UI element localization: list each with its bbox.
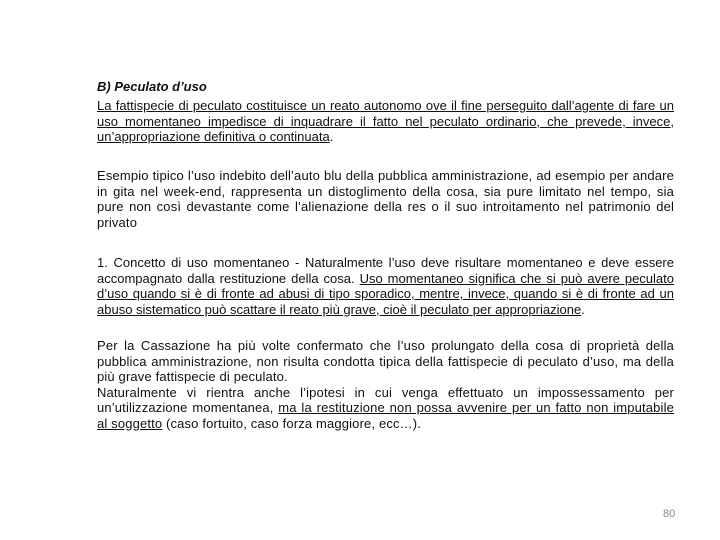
cassazione-paragraph-2 <box>97 385 674 432</box>
section-heading: B) Peculato d’uso <box>97 79 207 94</box>
concept-paragraph <box>97 255 674 317</box>
concept-lead-text: 1. Concetto di uso momentaneo - Naturalmente l’uso deve risultare momentaneo e deve essere accompagnato dalla restituzione della cosa. <box>97 255 674 286</box>
concept-underlined-text: Uso momentaneo significa che si può avere peculato d’uso quando si è di fronte ad abusi di tipo sporadico, mentre, invece, quando si è di fronte ad un abuso sistematico può scattare il reato più grave, cioè il peculato per appropriazione <box>97 270 674 317</box>
intro-underlined-text: La fattispecie di peculato costituisce un reato autonomo ove il fine perseguito dall’agente di fare un uso momentaneo impedisce di inquadrare il fatto nel peculato ordinario, che prevede, invece, un’appropriazione definitiva o continuata <box>97 98 674 144</box>
intro-paragraph <box>97 98 674 145</box>
cassazione-paragraph-1: Per la Cassazione ha più volte confermato che l’uso prolungato della cosa di proprietà della pubblica amministrazione, non risulta condotta tipica della fattispecie di peculato d’uso, ma della più grave fattispecie di peculato. <box>97 338 674 384</box>
example-paragraph: Esempio tipico l’uso indebito dell’auto blu della pubblica amministrazione, ad esempio per andare in gita nel week-end, rappresenta un distoglimento della cosa, sia pure limitato nel tempo, sia pure non così devastante come l’alienazione della res o il suo introitamento nel patrimonio del privato <box>97 168 674 230</box>
concept-end: . <box>581 301 585 317</box>
cassazione-lead-text: Naturalmente vi rientra anche l’ipotesi in cui venga effettuato un impossessamento per un’utilizzazione momentanea, <box>97 384 674 415</box>
cassazione-end-text: (caso fortuito, caso forza maggiore, ecc…). <box>162 415 422 431</box>
intro-end: . <box>329 129 334 144</box>
cassazione-underlined-text: ma la restituzione non possa avvenire per un fatto non imputabile al soggetto <box>97 400 675 431</box>
cassazione-paragraphs <box>97 338 674 431</box>
page-number: 80 <box>663 508 676 520</box>
